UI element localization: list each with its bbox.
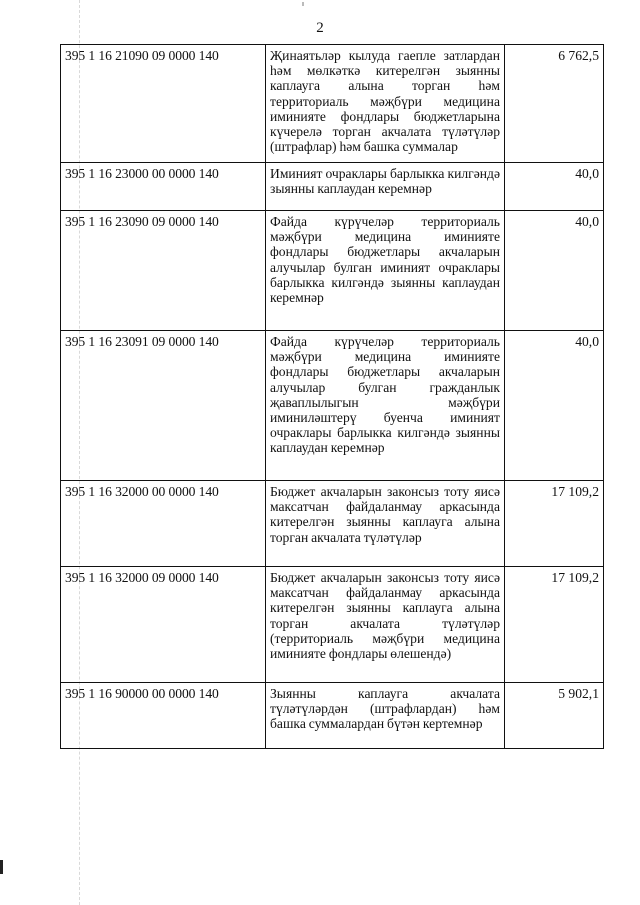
revenue-table bbox=[60, 44, 604, 749]
scan-speck bbox=[302, 2, 304, 6]
amount-cell: 40,0 bbox=[505, 331, 604, 481]
budget-code: 395 1 16 21090 09 0000 140 bbox=[61, 45, 266, 163]
amount-cell: 6 762,5 bbox=[505, 45, 604, 163]
budget-code: 395 1 16 23091 09 0000 140 bbox=[61, 331, 266, 481]
amount-cell: 40,0 bbox=[505, 163, 604, 211]
table-row bbox=[61, 211, 604, 331]
revenue-description: Файда күрүчеләр территориаль мәҗбүри медицина иминияте фондлары бюджетлары акчаларын алучылар булган гражданлык җаваплылыгын мәҗбүри иминиләштерү буенча иминият очраклары барлыкка килгәндә зыянны каплаудан керемнәр bbox=[266, 331, 505, 481]
table-row bbox=[61, 481, 604, 567]
budget-code: 395 1 16 23000 00 0000 140 bbox=[61, 163, 266, 211]
table-row bbox=[61, 331, 604, 481]
revenue-description: Иминият очраклары барлыкка килгәндә зыянны каплаудан керемнәр bbox=[266, 163, 505, 211]
budget-code: 395 1 16 32000 00 0000 140 bbox=[61, 481, 266, 567]
scan-edge-mark bbox=[0, 860, 3, 874]
revenue-description: Җинаятьләр кылуда гаепле затлардан һәм мөлкәткә китерелгән зыянны каплауга алына торган һәм территориаль мәҗбүри медицина иминияте фондлары бюджетларына күчерелә торган акчалата түләтүләр (штрафлар) һәм башка суммалар bbox=[266, 45, 505, 163]
table-row bbox=[61, 163, 604, 211]
revenue-description: Бюджет акчаларын законсыз тоту яисә максатчан файдаланмау аркасында китерелгән зыянны каплауга алына торган акчалата түләтүләр (территориаль мәҗбүри медицина иминияте фондлары өлешендә) bbox=[266, 567, 505, 683]
table-row bbox=[61, 45, 604, 163]
budget-code: 395 1 16 32000 09 0000 140 bbox=[61, 567, 266, 683]
budget-code: 395 1 16 90000 00 0000 140 bbox=[61, 683, 266, 749]
amount-cell: 5 902,1 bbox=[505, 683, 604, 749]
amount-cell: 40,0 bbox=[505, 211, 604, 331]
table-row bbox=[61, 567, 604, 683]
amount-cell: 17 109,2 bbox=[505, 567, 604, 683]
revenue-description: Файда күрүчеләр территориаль мәҗбүри медицина иминияте фондлары бюджетлары акчаларын алучылар булган иминият очраклары барлыкка килгәндә зыянны каплаудан керемнәр bbox=[266, 211, 505, 331]
revenue-description: Бюджет акчаларын законсыз тоту яисә максатчан файдаланмау аркасында китерелгән зыянны каплауга алына торган акчалата түләтүләр bbox=[266, 481, 505, 567]
amount-cell: 17 109,2 bbox=[505, 481, 604, 567]
page-number: 2 bbox=[316, 20, 324, 36]
budget-code: 395 1 16 23090 09 0000 140 bbox=[61, 211, 266, 331]
revenue-description: Зыянны каплауга акчалата түләтүләрдән (штрафлардан) һәм башка суммалардан бүтән кертемнәр bbox=[266, 683, 505, 749]
table-row bbox=[61, 683, 604, 749]
